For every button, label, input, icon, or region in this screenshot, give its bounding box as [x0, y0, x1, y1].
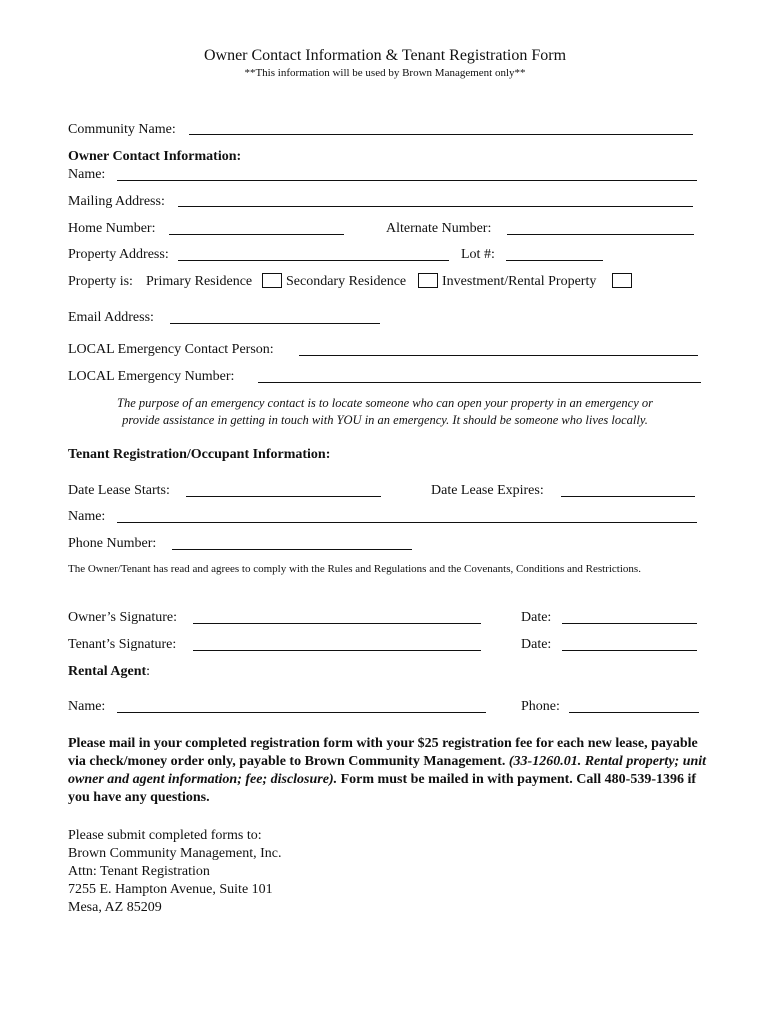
- lot-label: Lot #:: [461, 247, 495, 262]
- investment-rental-checkbox[interactable]: [612, 273, 632, 288]
- property-is-label: Property is:: [68, 274, 133, 289]
- tenant-signature-label: Tenant’s Signature:: [68, 637, 177, 652]
- address-line-3: 7255 E. Hampton Avenue, Suite 101: [68, 882, 273, 897]
- form-title: Owner Contact Information & Tenant Registration Form: [203, 47, 567, 64]
- mailing-instructions: [68, 735, 708, 807]
- community-name-label: Community Name:: [68, 122, 176, 137]
- owner-signature-field[interactable]: [193, 623, 481, 624]
- instructions-statute-reference: (33-1260.01. Rental property; unit owner and agent information; fee; disclosure).: [68, 754, 707, 787]
- tenant-date-field[interactable]: [562, 650, 697, 651]
- owner-name-field[interactable]: [117, 180, 697, 181]
- property-address-label: Property Address:: [68, 247, 169, 262]
- tenant-date-label: Date:: [521, 637, 552, 652]
- owner-signature-label: Owner’s Signature:: [68, 610, 177, 625]
- address-line-4: Mesa, AZ 85209: [68, 900, 162, 915]
- mailing-address-label: Mailing Address:: [68, 194, 165, 209]
- emergency-note-line-1: The purpose of an emergency contact is to locate someone who can open your property in an emergency or: [117, 396, 653, 410]
- rental-agent-heading: [68, 664, 150, 680]
- primary-residence-label: Primary Residence: [146, 274, 253, 289]
- community-name-field[interactable]: [189, 134, 693, 135]
- instructions-part-1: Please mail in your completed registration form with your $25 registration fee for each new lease, payable via check/money order only, payable to Brown Community Management.: [68, 736, 698, 769]
- lot-field[interactable]: [506, 260, 603, 261]
- emergency-contact-label: LOCAL Emergency Contact Person:: [68, 342, 274, 357]
- email-address-field[interactable]: [170, 323, 380, 324]
- lease-expire-label: Date Lease Expires:: [431, 483, 544, 498]
- owner-section-heading: Owner Contact Information:: [68, 149, 242, 164]
- mailing-address-field[interactable]: [178, 206, 693, 207]
- owner-date-field[interactable]: [562, 623, 697, 624]
- secondary-residence-label: Secondary Residence: [286, 274, 407, 289]
- home-number-label: Home Number:: [68, 221, 156, 236]
- agent-name-field[interactable]: [117, 712, 486, 713]
- address-line-1: Brown Community Management, Inc.: [68, 846, 282, 861]
- emergency-contact-field[interactable]: [299, 355, 698, 356]
- owner-date-label: Date:: [521, 610, 552, 625]
- emergency-number-label: LOCAL Emergency Number:: [68, 369, 235, 384]
- primary-residence-checkbox[interactable]: [262, 273, 282, 288]
- tenant-name-field[interactable]: [117, 522, 697, 523]
- alternate-number-field[interactable]: [507, 234, 694, 235]
- home-number-field[interactable]: [169, 234, 344, 235]
- rental-agent-colon: :: [146, 664, 151, 679]
- address-line-2: Attn: Tenant Registration: [68, 864, 210, 879]
- agent-name-label: Name:: [68, 699, 106, 714]
- emergency-note-line-2: provide assistance in getting in touch with YOU in an emergency. It should be someone who lives locally.: [122, 413, 648, 427]
- agreement-text: The Owner/Tenant has read and agrees to comply with the Rules and Regulations and the Covenants, Conditions and Restrictions.: [68, 563, 641, 575]
- secondary-residence-checkbox[interactable]: [418, 273, 438, 288]
- lease-start-field[interactable]: [186, 496, 381, 497]
- email-address-label: Email Address:: [68, 310, 154, 325]
- tenant-section-heading: Tenant Registration/Occupant Information:: [68, 447, 331, 462]
- alternate-number-label: Alternate Number:: [386, 221, 492, 236]
- agent-phone-label: Phone:: [521, 699, 560, 714]
- rental-agent-heading-text: Rental Agent: [68, 664, 147, 679]
- tenant-signature-field[interactable]: [193, 650, 481, 651]
- investment-rental-label: Investment/Rental Property: [442, 274, 597, 289]
- submit-forms-intro: Please submit completed forms to:: [68, 828, 262, 843]
- tenant-name-label: Name:: [68, 509, 106, 524]
- form-subtitle: **This information will be used by Brown Management only**: [244, 67, 526, 79]
- lease-start-label: Date Lease Starts:: [68, 483, 170, 498]
- tenant-phone-label: Phone Number:: [68, 536, 157, 551]
- owner-name-label: Name:: [68, 167, 106, 182]
- agent-phone-field[interactable]: [569, 712, 699, 713]
- instructions-part-3: Form must be mailed in with payment. Call 480-539-1396 if you have any questions.: [68, 772, 697, 805]
- emergency-number-field[interactable]: [258, 382, 701, 383]
- lease-expire-field[interactable]: [561, 496, 695, 497]
- tenant-phone-field[interactable]: [172, 549, 412, 550]
- property-address-field[interactable]: [178, 260, 449, 261]
